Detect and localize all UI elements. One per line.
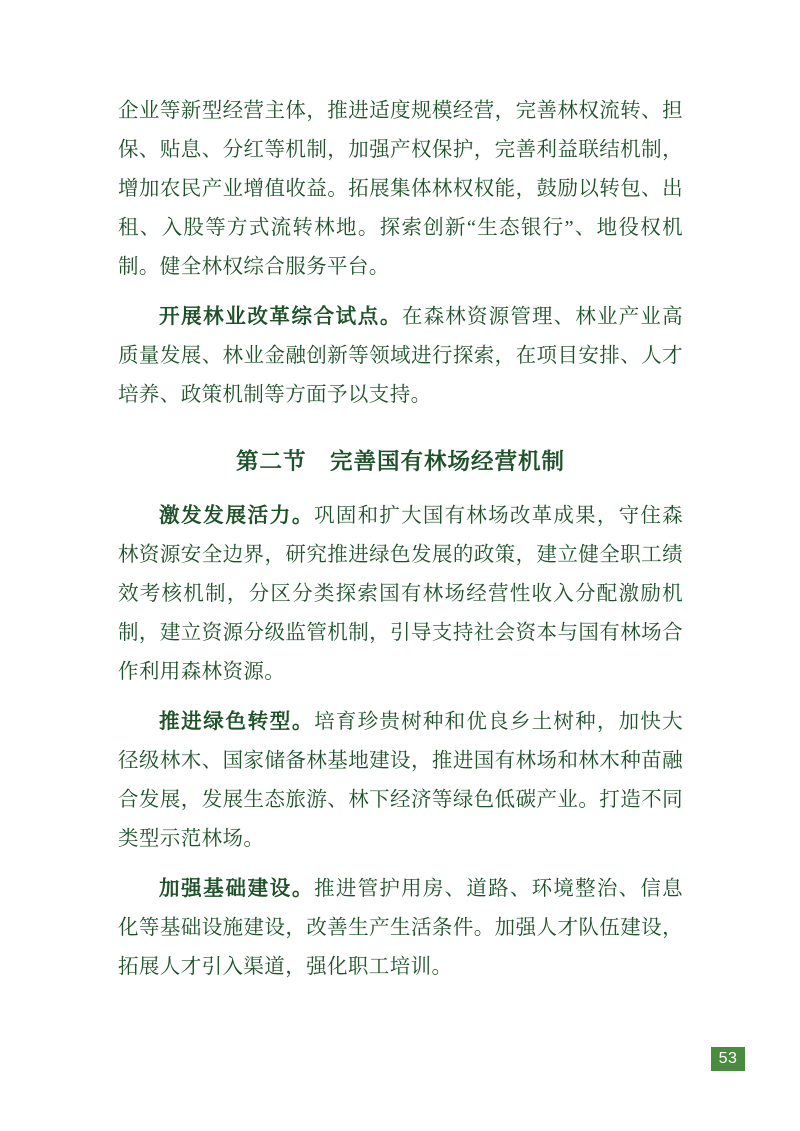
page-content — [118, 92, 683, 987]
paragraph-stimulate-vitality — [118, 497, 683, 692]
paragraph-body-text: 在森林资源管理、林业产业高质量发展、林业金融创新等领域进行探索，在项目安排、人才培养、政策机制等方面予以支持。 — [118, 306, 683, 406]
page-number-badge: 53 — [711, 1047, 745, 1071]
paragraph-lead-label: 开展林业改革综合试点。 — [159, 306, 402, 328]
paragraph-spacer — [118, 692, 683, 703]
paragraph-lead-label: 激发发展活力。 — [159, 505, 315, 527]
paragraph-body-text: 巩固和扩大国有林场改革成果，守住森林资源安全边界，研究推进绿色发展的政策，建立健全职工绩效考核机制，分区分类探索国有林场经营性收入分配激励机制，建立资源分级监管机制，引导支持社会资本与国有林场合作利用森林资源。 — [118, 505, 683, 683]
heading-spacer-top — [118, 415, 683, 442]
heading-spacer-bottom — [118, 481, 683, 497]
paragraph-spacer — [118, 287, 683, 298]
paragraph-green-transition — [118, 703, 683, 859]
paragraph-infrastructure — [118, 870, 683, 987]
section-heading-2: 第二节 完善国有林场经营机制 — [235, 449, 565, 474]
paragraph-body-text: 推进管护用房、道路、环境整治、信息化等基础设施建设，改善生产生活条件。加强人才队伍建设，拓展人才引入渠道，强化职工培训。 — [118, 878, 683, 978]
paragraph-body-text: 培育珍贵树种和优良乡土树种，加快大径级林木、国家储备林基地建设，推进国有林场和林木种苗融合发展，发展生态旅游、林下经济等绿色低碳产业。打造不同类型示范林场。 — [118, 711, 683, 850]
paragraph-lead-label: 推进绿色转型。 — [159, 711, 315, 733]
paragraph-lead-label: 加强基础建设。 — [159, 878, 315, 900]
paragraph-spacer — [118, 859, 683, 870]
paragraph-continuation: 企业等新型经营主体，推进适度规模经营，完善林权流转、担保、贴息、分红等机制，加强产权保护，完善利益联结机制，增加农民产业增值收益。拓展集体林权权能，鼓励以转包、出租、入股等方式流转林地。探索创新“生态银行”、地役权机制。健全林权综合服务平台。 — [118, 100, 683, 278]
paragraph-pilot-reform — [118, 298, 683, 415]
